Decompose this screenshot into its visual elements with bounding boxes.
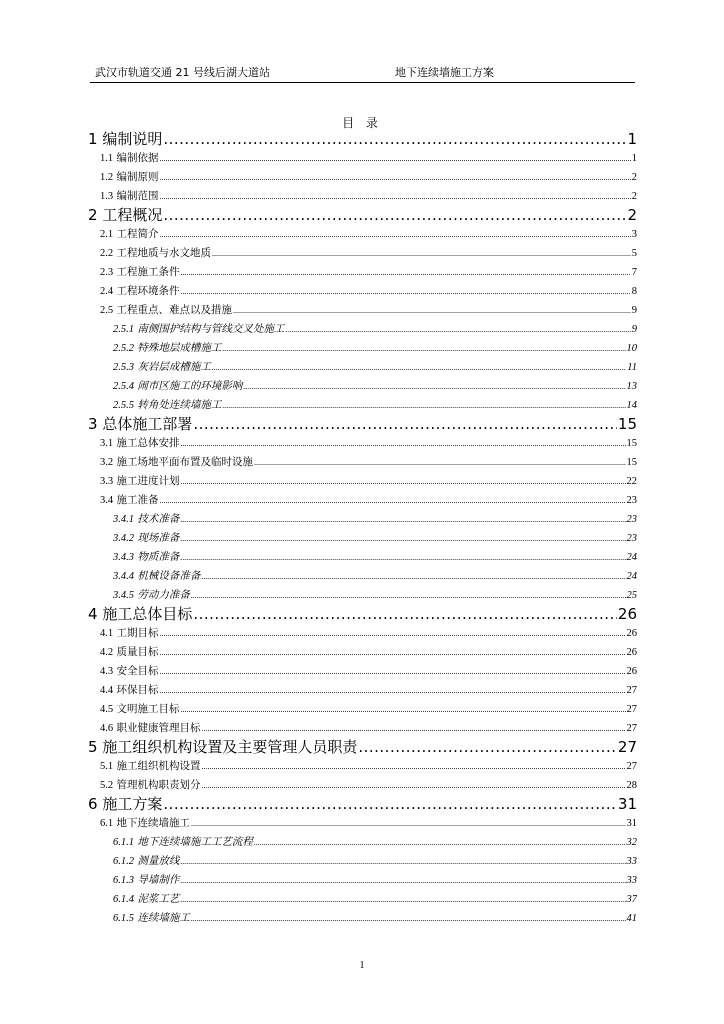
toc-entry-title: 环保目标: [116, 684, 159, 696]
footer-page-number: 1: [359, 960, 365, 971]
toc-entry-number: 1: [88, 130, 98, 148]
toc-entry-level-1[interactable]: [88, 206, 637, 225]
toc-entry-number: 4.5: [100, 704, 114, 715]
toc-entry-label: [100, 757, 200, 776]
toc-entry-title: 施工总体安排: [116, 437, 180, 449]
toc-entry-level-2[interactable]: [88, 149, 637, 168]
toc-entry-page-number: 1: [627, 130, 637, 148]
toc-dot-leader: [193, 415, 617, 434]
toc-entry-number: 1.1: [100, 153, 114, 164]
toc-entry-label: [100, 149, 158, 168]
toc-dot-leader: [222, 396, 625, 415]
toc-entry-title: 泥浆工艺: [137, 893, 180, 905]
toc-dot-leader: [180, 852, 625, 871]
toc-entry-level-3[interactable]: [88, 377, 637, 396]
toc-entry-number: 4.6: [100, 723, 114, 734]
toc-entry-page-number: 15: [626, 438, 637, 449]
toc-entry-title: 现场准备: [137, 532, 180, 544]
toc-entry-page-number: 5: [631, 248, 637, 259]
toc-entry-level-3[interactable]: [88, 320, 637, 339]
toc-entry-title: 安全目标: [116, 665, 159, 677]
toc-entry-number: 2.5.5: [113, 400, 134, 411]
toc-entry-level-3[interactable]: [88, 833, 637, 852]
toc-entry-page-number: 27: [626, 761, 637, 772]
toc-entry-label: [113, 529, 179, 548]
toc-entry-level-2[interactable]: [88, 643, 637, 662]
toc-entry-title: 施工准备: [116, 494, 159, 506]
toc-entry-number: 2.2: [100, 248, 114, 259]
header-document-title: 地下连续墙施工方案: [395, 66, 494, 79]
toc-entry-page-number: 32: [626, 837, 637, 848]
toc-entry-level-2[interactable]: [88, 700, 637, 719]
toc-entry-label: [100, 814, 190, 833]
toc-entry-number: 4: [88, 605, 98, 623]
toc-entry-label: [100, 244, 211, 263]
toc-entry-title: 工程施工条件: [116, 266, 180, 278]
toc-entry-title: 工期目标: [116, 627, 159, 639]
toc-dot-leader: [180, 871, 625, 890]
toc-entry-number: 2.1: [100, 229, 114, 240]
toc-entry-title: 编制说明: [102, 130, 163, 148]
toc-entry-number: 2.5: [100, 305, 114, 316]
toc-entry-title: 施工组织机构设置及主要管理人员职责: [102, 738, 358, 756]
toc-entry-number: 2.5.4: [113, 381, 134, 392]
toc-entry-number: 3.1: [100, 438, 114, 449]
toc-entry-label: [88, 605, 192, 624]
toc-entry-label: [113, 871, 179, 890]
toc-entry-level-2[interactable]: [88, 244, 637, 263]
toc-entry-label: [100, 662, 158, 681]
toc-entry-number: 6.1.3: [113, 875, 134, 886]
toc-dot-leader: [159, 662, 625, 681]
toc-entry-label: [100, 719, 200, 738]
toc-entry-page-number: 27: [626, 685, 637, 696]
toc-dot-leader: [163, 130, 626, 149]
toc-entry-page-number: 1: [631, 153, 637, 164]
toc-entry-label: [100, 225, 158, 244]
toc-entry-title: 工程概况: [102, 206, 163, 224]
toc-entry-label: [113, 567, 200, 586]
toc-entry-number: 2.3: [100, 267, 114, 278]
toc-entry-title: 特殊地层成槽施工: [137, 342, 222, 354]
toc-entry-level-3[interactable]: [88, 339, 637, 358]
toc-entry-level-2[interactable]: [88, 814, 637, 833]
toc-entry-title: 工程地质与水文地质: [116, 247, 211, 259]
toc-dot-leader: [180, 890, 625, 909]
toc-dot-leader: [193, 605, 617, 624]
toc-dot-leader: [180, 472, 625, 491]
toc-entry-level-2[interactable]: [88, 282, 637, 301]
toc-entry-number: 4.4: [100, 685, 114, 696]
toc-entry-page-number: 10: [626, 343, 637, 354]
toc-entry-label: [113, 510, 179, 529]
toc-entry-page-number: 7: [631, 267, 637, 278]
toc-dot-leader: [191, 586, 626, 605]
toc-entry-label: [100, 263, 179, 282]
toc-dot-leader: [180, 529, 625, 548]
toc-entry-level-3[interactable]: [88, 396, 637, 415]
toc-entry-page-number: 15: [626, 457, 637, 468]
toc-entry-title: 工程环境条件: [116, 285, 180, 297]
toc-entry-label: [100, 472, 179, 491]
toc-entry-title: 施工场地平面布置及临时设施: [116, 456, 253, 468]
toc-entry-level-3[interactable]: [88, 890, 637, 909]
toc-entry-number: 4.1: [100, 628, 114, 639]
toc-dot-leader: [212, 358, 626, 377]
toc-dot-leader: [191, 909, 626, 928]
toc-entry-level-2[interactable]: [88, 225, 637, 244]
toc-entry-page-number: 11: [627, 362, 637, 373]
toc-dot-leader: [243, 377, 625, 396]
toc-entry-label: [100, 681, 158, 700]
toc-entry-label: [113, 339, 221, 358]
toc-entry-page-number: 24: [626, 552, 637, 563]
toc-entry-number: 6.1.1: [113, 837, 134, 848]
toc-entry-label: [113, 890, 179, 909]
toc-entry-page-number: 25: [626, 590, 637, 601]
toc-entry-label: [100, 643, 158, 662]
toc-entry-number: 3.2: [100, 457, 114, 468]
toc-entry-title: 职业健康管理目标: [116, 722, 201, 734]
toc-entry-title: 测量放线: [137, 855, 180, 867]
toc-entry-number: 5.2: [100, 780, 114, 791]
toc-entry-title: 施工进度计划: [116, 475, 180, 487]
toc-entry-number: 5: [88, 738, 98, 756]
toc-entry-level-3[interactable]: [88, 548, 637, 567]
toc-entry-number: 6.1.4: [113, 894, 134, 905]
toc-dot-leader: [254, 453, 626, 472]
toc-dot-leader: [180, 263, 630, 282]
toc-dot-leader: [201, 719, 625, 738]
toc-entry-title: 导墙制作: [137, 874, 180, 886]
toc-entry-level-2[interactable]: [88, 719, 637, 738]
toc-entry-number: 2.5.3: [113, 362, 134, 373]
toc-entry-label: [100, 301, 232, 320]
toc-entry-number: 3.4.4: [113, 571, 134, 582]
toc-entry-level-2[interactable]: [88, 681, 637, 700]
toc-entry-number: 6.1.5: [113, 913, 134, 924]
toc-entry-label: [113, 358, 211, 377]
toc-entry-level-2[interactable]: [88, 472, 637, 491]
toc-entry-label: [113, 909, 190, 928]
toc-entry-level-2[interactable]: [88, 434, 637, 453]
toc-dot-leader: [180, 282, 630, 301]
toc-entry-title: 南侧围护结构与管线交叉处施工: [137, 323, 285, 335]
toc-entry-title: 编制原则: [116, 171, 159, 183]
toc-entry-title: 地下连续墙施工: [116, 817, 190, 829]
toc-entry-title: 施工总体目标: [102, 605, 193, 623]
toc-entry-page-number: 2: [627, 206, 637, 224]
toc-entry-title: 机械设备准备: [137, 570, 201, 582]
toc-dot-leader: [159, 168, 630, 187]
toc-entry-label: [113, 377, 242, 396]
toc-entry-title: 文明施工目标: [116, 703, 180, 715]
toc-entry-number: 3.4.2: [113, 533, 134, 544]
toc-entry-level-2[interactable]: [88, 624, 637, 643]
toc-entry-level-3[interactable]: [88, 871, 637, 890]
toc-entry-level-3[interactable]: [88, 510, 637, 529]
toc-entry-number: 3.4.3: [113, 552, 134, 563]
toc-entry-number: 3.4.1: [113, 514, 134, 525]
toc-entry-level-2[interactable]: [88, 187, 637, 206]
toc-entry-level-3[interactable]: [88, 567, 637, 586]
toc-entry-number: 2.5.1: [113, 324, 134, 335]
toc-entry-level-1[interactable]: [88, 738, 637, 757]
toc-dot-leader: [201, 567, 625, 586]
table-of-contents: [88, 130, 637, 928]
toc-entry-title: 施工组织机构设置: [116, 760, 201, 772]
toc-entry-number: 3.4: [100, 495, 114, 506]
toc-entry-label: [88, 415, 192, 434]
toc-entry-title: 编制依据: [116, 152, 159, 164]
toc-entry-level-1[interactable]: [88, 605, 637, 624]
toc-entry-number: 2: [88, 206, 98, 224]
toc-entry-label: [100, 282, 179, 301]
header-project-name: 武汉市轨道交通 21 号线后湖大道站: [95, 66, 270, 79]
toc-dot-leader: [212, 244, 631, 263]
toc-dot-leader: [233, 301, 631, 320]
toc-entry-page-number: 9: [631, 305, 637, 316]
toc-entry-number: 3: [88, 415, 98, 433]
toc-entry-level-2[interactable]: [88, 453, 637, 472]
toc-entry-label: [113, 852, 179, 871]
toc-entry-title: 技术准备: [137, 513, 180, 525]
toc-entry-title: 地下连续墙施工工艺流程: [137, 836, 253, 848]
toc-dot-leader: [163, 795, 617, 814]
toc-entry-title: 灰岩层成槽施工: [137, 361, 211, 373]
toc-entry-page-number: 26: [626, 666, 637, 677]
toc-entry-title: 工程简介: [116, 228, 159, 240]
toc-entry-label: [88, 795, 162, 814]
toc-entry-level-2[interactable]: [88, 662, 637, 681]
toc-entry-page-number: 3: [631, 229, 637, 240]
toc-dot-leader: [159, 624, 625, 643]
toc-entry-label: [100, 168, 158, 187]
toc-entry-number: 1.3: [100, 191, 114, 202]
toc-entry-level-3[interactable]: [88, 909, 637, 928]
toc-entry-number: 6.1: [100, 818, 114, 829]
toc-entry-page-number: 14: [626, 400, 637, 411]
toc-entry-title: 闹市区施工的环境影响: [137, 380, 243, 392]
toc-entry-title: 编制范围: [116, 190, 159, 202]
toc-entry-page-number: 23: [626, 514, 637, 525]
toc-dot-leader: [159, 643, 625, 662]
toc-entry-level-2[interactable]: [88, 301, 637, 320]
page-header: [90, 66, 635, 80]
toc-entry-label: [100, 491, 158, 510]
toc-entry-label: [100, 624, 158, 643]
toc-entry-number: 3.3: [100, 476, 114, 487]
toc-entry-number: 6: [88, 795, 98, 813]
toc-entry-title: 工程重点、难点以及措施: [116, 304, 232, 316]
toc-entry-page-number: 26: [626, 628, 637, 639]
toc-entry-number: 4.3: [100, 666, 114, 677]
toc-dot-leader: [180, 434, 625, 453]
toc-dot-leader: [159, 187, 630, 206]
toc-entry-page-number: 8: [631, 286, 637, 297]
toc-entry-title: 管理机构职责划分: [116, 779, 201, 791]
toc-entry-label: [88, 130, 162, 149]
toc-entry-title: 质量目标: [116, 646, 159, 658]
toc-entry-level-1[interactable]: [88, 795, 637, 814]
toc-entry-level-2[interactable]: [88, 491, 637, 510]
toc-entry-label: [113, 548, 179, 567]
toc-entry-level-3[interactable]: [88, 358, 637, 377]
toc-entry-page-number: 13: [626, 381, 637, 392]
toc-entry-page-number: 28: [626, 780, 637, 791]
toc-entry-page-number: 23: [626, 495, 637, 506]
toc-entry-title: 施工方案: [102, 795, 163, 813]
toc-entry-page-number: 2: [631, 172, 637, 183]
toc-entry-page-number: 33: [626, 875, 637, 886]
toc-entry-page-number: 27: [626, 704, 637, 715]
toc-dot-leader: [285, 320, 630, 339]
toc-dot-leader: [222, 339, 625, 358]
toc-entry-level-3[interactable]: [88, 852, 637, 871]
toc-entry-page-number: 2: [631, 191, 637, 202]
toc-entry-label: [113, 396, 221, 415]
toc-entry-label: [113, 833, 253, 852]
toc-entry-number: 2.5.2: [113, 343, 134, 354]
toc-entry-level-2[interactable]: [88, 168, 637, 187]
toc-entry-title: 劳动力准备: [137, 589, 190, 601]
toc-dot-leader: [159, 491, 625, 510]
toc-dot-leader: [358, 738, 617, 757]
toc-dot-leader: [191, 814, 626, 833]
toc-dot-leader: [180, 700, 625, 719]
toc-dot-leader: [163, 206, 626, 225]
toc-entry-label: [113, 320, 284, 339]
toc-entry-page-number: 33: [626, 856, 637, 867]
toc-dot-leader: [180, 548, 625, 567]
toc-entry-title: 连续墙施工: [137, 912, 190, 924]
toc-entry-label: [100, 700, 179, 719]
toc-entry-number: 3.4.5: [113, 590, 134, 601]
toc-entry-label: [100, 434, 179, 453]
toc-entry-number: 6.1.2: [113, 856, 134, 867]
toc-entry-number: 4.2: [100, 647, 114, 658]
toc-entry-label: [100, 453, 253, 472]
toc-title: 目 录: [342, 116, 382, 130]
toc-entry-label: [100, 776, 200, 795]
toc-entry-page-number: 23: [626, 533, 637, 544]
toc-entry-level-2[interactable]: [88, 776, 637, 795]
toc-entry-page-number: 37: [626, 894, 637, 905]
toc-entry-label: [88, 738, 357, 757]
toc-entry-page-number: 27: [617, 738, 637, 756]
toc-entry-level-3[interactable]: [88, 529, 637, 548]
toc-entry-level-1[interactable]: [88, 130, 637, 149]
toc-dot-leader: [201, 776, 625, 795]
toc-entry-level-2[interactable]: [88, 263, 637, 282]
toc-dot-leader: [159, 681, 625, 700]
header-divider: [90, 82, 635, 83]
toc-dot-leader: [180, 510, 625, 529]
toc-entry-page-number: 26: [617, 605, 637, 623]
toc-entry-page-number: 9: [631, 324, 637, 335]
toc-entry-title: 转角处连续墙施工: [137, 399, 222, 411]
toc-entry-page-number: 31: [626, 818, 637, 829]
toc-entry-label: [100, 187, 158, 206]
toc-entry-level-1[interactable]: [88, 415, 637, 434]
toc-dot-leader: [159, 225, 630, 244]
toc-entry-page-number: 26: [626, 647, 637, 658]
toc-entry-level-2[interactable]: [88, 757, 637, 776]
toc-entry-page-number: 15: [617, 415, 637, 433]
toc-dot-leader: [159, 149, 630, 168]
toc-entry-label: [113, 586, 190, 605]
toc-entry-number: 2.4: [100, 286, 114, 297]
toc-dot-leader: [254, 833, 626, 852]
toc-entry-number: 1.2: [100, 172, 114, 183]
toc-entry-number: 5.1: [100, 761, 114, 772]
toc-entry-page-number: 41: [626, 913, 637, 924]
toc-entry-page-number: 22: [626, 476, 637, 487]
toc-entry-page-number: 27: [626, 723, 637, 734]
toc-entry-label: [88, 206, 162, 225]
toc-entry-title: 总体施工部署: [102, 415, 193, 433]
toc-entry-page-number: 31: [617, 795, 637, 813]
toc-dot-leader: [201, 757, 625, 776]
toc-entry-level-3[interactable]: [88, 586, 637, 605]
toc-entry-title: 物质准备: [137, 551, 180, 563]
toc-entry-page-number: 24: [626, 571, 637, 582]
